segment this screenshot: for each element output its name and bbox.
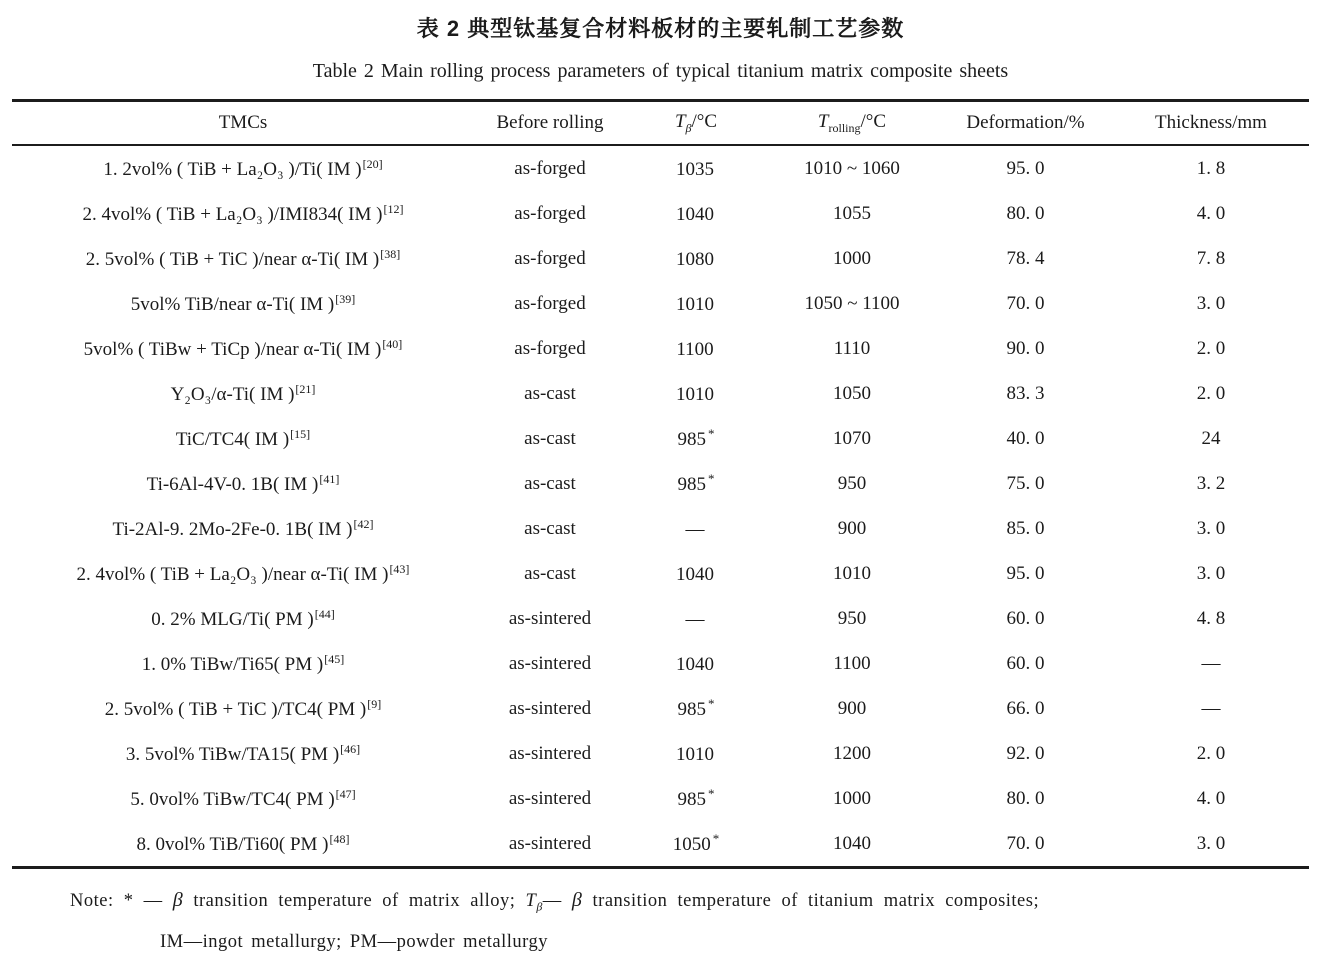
before-rolling-value: as-sintered xyxy=(508,697,592,719)
thickness-cell xyxy=(1113,461,1309,506)
tmc-name: 8. 0vol% TiB/Ti60( PM ) xyxy=(136,833,329,855)
t-beta-cell xyxy=(626,371,766,416)
thickness-value: 2. 0 xyxy=(1196,382,1226,404)
table-row xyxy=(12,371,1309,416)
deformation-value: 75. 0 xyxy=(1006,472,1045,494)
deformation-cell xyxy=(938,371,1113,416)
note-t-symbol: T xyxy=(525,891,537,911)
t-rolling-cell xyxy=(766,641,938,686)
tmc-cell xyxy=(12,506,474,551)
tmc-cell xyxy=(12,145,474,191)
before-rolling-cell xyxy=(474,821,626,868)
deformation-value: 78. 4 xyxy=(1006,247,1045,269)
deformation-value: 95. 0 xyxy=(1006,157,1045,179)
t-rolling-value: 1070 xyxy=(833,427,871,449)
t-beta-value: 1035 xyxy=(676,159,714,180)
t-beta-value: 1080 xyxy=(676,249,714,270)
deformation-value: 60. 0 xyxy=(1006,652,1045,674)
beta-transition-asterisk: * xyxy=(708,696,715,711)
thickness-cell xyxy=(1113,596,1309,641)
thickness-cell xyxy=(1113,551,1309,596)
tmc-cell xyxy=(12,191,474,236)
t-rolling-cell xyxy=(766,371,938,416)
tmc-name: 5vol% ( TiBw + TiCp )/near α-Ti( IM ) xyxy=(83,338,382,360)
t-beta-cell xyxy=(626,145,766,191)
citation-ref: [43] xyxy=(389,561,410,576)
table-row xyxy=(12,686,1309,731)
thickness-cell xyxy=(1113,326,1309,371)
t-rolling-value: 1200 xyxy=(833,742,871,764)
citation-ref: [47] xyxy=(335,786,356,801)
rolling-parameters-table xyxy=(12,99,1309,869)
t-beta-value: 1040 xyxy=(676,204,714,225)
tmc-name: 0. 2% MLG/Ti( PM ) xyxy=(151,608,314,630)
citation-ref: [45] xyxy=(324,651,345,666)
table-row xyxy=(12,821,1309,868)
thickness-cell xyxy=(1113,776,1309,821)
tmc-cell xyxy=(12,821,474,868)
thickness-value: 3. 0 xyxy=(1196,562,1226,584)
deformation-value: 80. 0 xyxy=(1006,787,1045,809)
t-rolling-value: 950 xyxy=(837,607,867,629)
t-beta-unit: /°C xyxy=(691,110,718,132)
t-beta-value: 1040 xyxy=(676,654,714,675)
tmc-cell xyxy=(12,686,474,731)
deformation-cell xyxy=(938,506,1113,551)
before-rolling-value: as-cast xyxy=(524,517,576,539)
tmc-name: 3. 5vol% TiBw/TA15( PM ) xyxy=(125,743,340,765)
before-rolling-cell xyxy=(474,326,626,371)
tmc-name: 2. 5vol% ( TiB + TiC )/TC4( PM ) xyxy=(104,698,367,720)
before-rolling-cell xyxy=(474,416,626,461)
deformation-cell xyxy=(938,145,1113,191)
thickness-cell xyxy=(1113,641,1309,686)
table-header xyxy=(12,101,1309,146)
table-row xyxy=(12,461,1309,506)
tmc-cell xyxy=(12,551,474,596)
note-text-2: transition temperature of titanium matrix composites; xyxy=(582,891,1040,911)
t-beta-symbol: T xyxy=(674,110,686,132)
citation-ref: [44] xyxy=(314,606,335,621)
paper-page xyxy=(0,12,1321,960)
before-rolling-cell xyxy=(474,686,626,731)
tmc-name: 5vol% TiB/near α-Ti( IM ) xyxy=(130,293,335,315)
before-rolling-cell xyxy=(474,191,626,236)
t-rolling-value: 1050 ~ 1100 xyxy=(804,292,900,314)
t-rolling-cell xyxy=(766,281,938,326)
before-rolling-cell xyxy=(474,281,626,326)
deformation-cell xyxy=(938,596,1113,641)
t-rolling-value: 1010 xyxy=(833,562,871,584)
t-rolling-unit: /°C xyxy=(860,110,887,132)
t-rolling-value: 1100 xyxy=(833,652,871,674)
thickness-cell xyxy=(1113,731,1309,776)
thickness-value: 4. 0 xyxy=(1196,202,1226,224)
tmc-name: Ti-2Al-9. 2Mo-2Fe-0. 1B( IM ) xyxy=(112,518,353,540)
tmc-cell xyxy=(12,236,474,281)
before-rolling-value: as-cast xyxy=(524,472,576,494)
citation-ref: [12] xyxy=(383,201,404,216)
t-beta-value: — xyxy=(685,519,705,540)
t-rolling-value: 950 xyxy=(837,472,867,494)
t-beta-value: 985 xyxy=(677,429,706,450)
thickness-value: 3. 0 xyxy=(1196,292,1226,314)
t-rolling-value: 1055 xyxy=(833,202,871,224)
t-beta-cell xyxy=(626,461,766,506)
t-rolling-cell xyxy=(766,416,938,461)
col-header-thickness: Thickness/mm xyxy=(1113,101,1309,146)
deformation-value: 83. 3 xyxy=(1006,382,1045,404)
table-row xyxy=(12,641,1309,686)
t-beta-value: 1050 xyxy=(672,834,711,855)
thickness-value: 2. 0 xyxy=(1196,742,1226,764)
beta-symbol: β xyxy=(172,889,184,911)
thickness-value: 24 xyxy=(1201,427,1221,449)
t-beta-value: 1040 xyxy=(676,564,714,585)
t-beta-value: 1010 xyxy=(676,744,714,765)
before-rolling-cell xyxy=(474,551,626,596)
before-rolling-value: as-forged xyxy=(514,157,586,179)
t-beta-value: — xyxy=(685,609,705,630)
citation-ref: [15] xyxy=(290,426,311,441)
col-header-deformation: Deformation/% xyxy=(938,101,1113,146)
t-rolling-value: 1000 xyxy=(833,247,871,269)
deformation-value: 60. 0 xyxy=(1006,607,1045,629)
thickness-value: 3. 0 xyxy=(1196,517,1226,539)
col-header-t-beta xyxy=(626,101,766,146)
before-rolling-value: as-forged xyxy=(514,202,586,224)
tmc-name: 2. 5vol% ( TiB + TiC )/near α-Ti( IM ) xyxy=(85,248,380,270)
thickness-value: 1. 8 xyxy=(1196,157,1226,179)
note-dash: — xyxy=(542,891,572,911)
thickness-cell xyxy=(1113,506,1309,551)
t-beta-cell xyxy=(626,326,766,371)
before-rolling-cell xyxy=(474,731,626,776)
thickness-cell xyxy=(1113,145,1309,191)
note-line-1 xyxy=(70,889,1291,915)
t-beta-cell xyxy=(626,551,766,596)
before-rolling-value: as-sintered xyxy=(508,787,592,809)
before-rolling-cell xyxy=(474,371,626,416)
tmc-cell xyxy=(12,596,474,641)
t-rolling-symbol: T xyxy=(817,110,829,132)
before-rolling-cell xyxy=(474,776,626,821)
thickness-value: 4. 0 xyxy=(1196,787,1226,809)
t-rolling-cell xyxy=(766,506,938,551)
deformation-cell xyxy=(938,776,1113,821)
tmc-name: 2. 4vol% ( TiB + La₂O₃ )/near α-Ti( IM ) xyxy=(76,563,389,585)
t-rolling-value: 900 xyxy=(837,697,867,719)
deformation-cell xyxy=(938,821,1113,868)
note-text-1: transition temperature of matrix alloy; xyxy=(183,891,526,911)
col-header-tmcs: TMCs xyxy=(12,101,474,146)
tmc-cell xyxy=(12,731,474,776)
table-row xyxy=(12,191,1309,236)
citation-ref: [46] xyxy=(340,741,361,756)
thickness-value: 4. 8 xyxy=(1196,607,1226,629)
note-asterisk-definition: * — xyxy=(123,891,173,911)
note-label: Note: xyxy=(70,891,124,911)
thickness-cell xyxy=(1113,416,1309,461)
citation-ref: [21] xyxy=(295,381,316,396)
tmc-cell xyxy=(12,416,474,461)
t-rolling-value: 1000 xyxy=(833,787,871,809)
deformation-value: 95. 0 xyxy=(1006,562,1045,584)
before-rolling-value: as-forged xyxy=(514,247,586,269)
tmc-name: 5. 0vol% TiBw/TC4( PM ) xyxy=(130,788,335,810)
tmc-name: 1. 0% TiBw/Ti65( PM ) xyxy=(141,653,324,675)
citation-ref: [38] xyxy=(380,246,401,261)
t-beta-cell xyxy=(626,731,766,776)
t-beta-cell xyxy=(626,821,766,868)
t-rolling-value: 1110 xyxy=(833,337,871,359)
citation-ref: [39] xyxy=(335,291,356,306)
t-rolling-value: 1010 ~ 1060 xyxy=(804,157,900,179)
t-rolling-cell xyxy=(766,326,938,371)
beta-transition-asterisk: * xyxy=(708,786,715,801)
t-beta-subscript: β xyxy=(685,120,692,135)
deformation-cell xyxy=(938,641,1113,686)
t-rolling-cell xyxy=(766,821,938,868)
thickness-cell xyxy=(1113,236,1309,281)
t-beta-cell xyxy=(626,686,766,731)
t-beta-value: 985 xyxy=(677,474,706,495)
thickness-cell xyxy=(1113,191,1309,236)
before-rolling-value: as-cast xyxy=(524,562,576,584)
deformation-cell xyxy=(938,551,1113,596)
table-body xyxy=(12,145,1309,868)
table-row xyxy=(12,236,1309,281)
citation-ref: [48] xyxy=(329,831,350,846)
thickness-cell xyxy=(1113,821,1309,868)
t-beta-cell xyxy=(626,416,766,461)
before-rolling-value: as-sintered xyxy=(508,607,592,629)
t-rolling-value: 900 xyxy=(837,517,867,539)
table-row xyxy=(12,551,1309,596)
t-beta-value: 1010 xyxy=(676,294,714,315)
table-note xyxy=(70,889,1291,953)
citation-ref: [42] xyxy=(353,516,374,531)
before-rolling-cell xyxy=(474,145,626,191)
t-rolling-cell xyxy=(766,145,938,191)
deformation-value: 80. 0 xyxy=(1006,202,1045,224)
tmc-name: Ti-6Al-4V-0. 1B( IM ) xyxy=(146,473,319,495)
deformation-cell xyxy=(938,731,1113,776)
thickness-value: 3. 2 xyxy=(1196,472,1226,494)
deformation-cell xyxy=(938,236,1113,281)
before-rolling-value: as-forged xyxy=(514,292,586,314)
t-beta-cell xyxy=(626,191,766,236)
t-rolling-cell xyxy=(766,461,938,506)
tmc-name: 2. 4vol% ( TiB + La₂O₃ )/IMI834( IM ) xyxy=(82,203,383,225)
before-rolling-value: as-forged xyxy=(514,337,586,359)
tmc-name: Y₂O₃/α-Ti( IM ) xyxy=(170,383,295,405)
header-row xyxy=(12,101,1309,146)
deformation-value: 70. 0 xyxy=(1006,832,1045,854)
t-rolling-cell xyxy=(766,596,938,641)
thickness-cell xyxy=(1113,281,1309,326)
t-rolling-cell xyxy=(766,686,938,731)
before-rolling-value: as-sintered xyxy=(508,652,592,674)
tmc-cell xyxy=(12,461,474,506)
tmc-cell xyxy=(12,776,474,821)
deformation-cell xyxy=(938,326,1113,371)
table-row xyxy=(12,281,1309,326)
note-t-subscript: β xyxy=(536,899,543,914)
deformation-cell xyxy=(938,191,1113,236)
table-title-chinese: 表 2 典型钛基复合材料板材的主要轧制工艺参数 xyxy=(416,16,905,41)
deformation-cell xyxy=(938,686,1113,731)
table-row xyxy=(12,776,1309,821)
t-rolling-cell xyxy=(766,551,938,596)
t-beta-cell xyxy=(626,776,766,821)
before-rolling-cell xyxy=(474,506,626,551)
t-beta-value: 1100 xyxy=(676,339,714,360)
t-beta-value: 985 xyxy=(677,699,706,720)
t-rolling-cell xyxy=(766,776,938,821)
citation-ref: [40] xyxy=(382,336,403,351)
thickness-cell xyxy=(1113,371,1309,416)
beta-symbol-2: β xyxy=(571,889,583,911)
thickness-value: — xyxy=(1201,697,1221,719)
deformation-value: 92. 0 xyxy=(1006,742,1045,764)
table-row xyxy=(12,731,1309,776)
tmc-cell xyxy=(12,641,474,686)
tmc-name: TiC/TC4( IM ) xyxy=(175,428,290,450)
t-beta-cell xyxy=(626,506,766,551)
thickness-cell xyxy=(1113,686,1309,731)
before-rolling-value: as-cast xyxy=(524,427,576,449)
tmc-cell xyxy=(12,371,474,416)
citation-ref: [41] xyxy=(319,471,340,486)
before-rolling-cell xyxy=(474,461,626,506)
citation-ref: [9] xyxy=(367,696,382,711)
before-rolling-value: as-sintered xyxy=(508,742,592,764)
before-rolling-cell xyxy=(474,596,626,641)
thickness-value: — xyxy=(1201,652,1221,674)
col-header-before-rolling: Before rolling xyxy=(474,101,626,146)
tmc-cell xyxy=(12,281,474,326)
citation-ref: [20] xyxy=(362,156,383,171)
beta-transition-asterisk: * xyxy=(712,831,720,846)
beta-transition-asterisk: * xyxy=(708,471,715,486)
t-rolling-value: 1050 xyxy=(833,382,871,404)
before-rolling-value: as-sintered xyxy=(508,832,592,854)
t-rolling-cell xyxy=(766,236,938,281)
col-header-t-rolling xyxy=(766,101,938,146)
deformation-cell xyxy=(938,461,1113,506)
deformation-cell xyxy=(938,416,1113,461)
t-beta-value: 985 xyxy=(677,789,706,810)
beta-transition-asterisk: * xyxy=(708,426,715,441)
t-beta-cell xyxy=(626,236,766,281)
t-rolling-subscript: rolling xyxy=(828,120,861,135)
t-rolling-cell xyxy=(766,731,938,776)
t-rolling-cell xyxy=(766,191,938,236)
table-row xyxy=(12,596,1309,641)
table-title-english: Table 2 Main rolling process parameters of typical titanium matrix composite sheets xyxy=(312,60,1009,82)
before-rolling-cell xyxy=(474,236,626,281)
deformation-value: 66. 0 xyxy=(1006,697,1045,719)
before-rolling-value: as-cast xyxy=(524,382,576,404)
tmc-cell xyxy=(12,326,474,371)
t-beta-cell xyxy=(626,596,766,641)
before-rolling-cell xyxy=(474,641,626,686)
note-line-2: IM—ingot metallurgy; PM—powder metallurgy xyxy=(160,931,548,952)
thickness-value: 7. 8 xyxy=(1196,247,1226,269)
deformation-cell xyxy=(938,281,1113,326)
deformation-value: 70. 0 xyxy=(1006,292,1045,314)
table-row xyxy=(12,326,1309,371)
table-row xyxy=(12,506,1309,551)
t-rolling-value: 1040 xyxy=(833,832,871,854)
table-row xyxy=(12,145,1309,191)
t-beta-value: 1010 xyxy=(676,384,714,405)
t-beta-cell xyxy=(626,281,766,326)
thickness-value: 3. 0 xyxy=(1196,832,1226,854)
tmc-name: 1. 2vol% ( TiB + La₂O₃ )/Ti( IM ) xyxy=(103,158,362,180)
thickness-value: 2. 0 xyxy=(1196,337,1226,359)
table-row xyxy=(12,416,1309,461)
deformation-value: 40. 0 xyxy=(1006,427,1045,449)
t-beta-cell xyxy=(626,641,766,686)
deformation-value: 90. 0 xyxy=(1006,337,1045,359)
deformation-value: 85. 0 xyxy=(1006,517,1045,539)
